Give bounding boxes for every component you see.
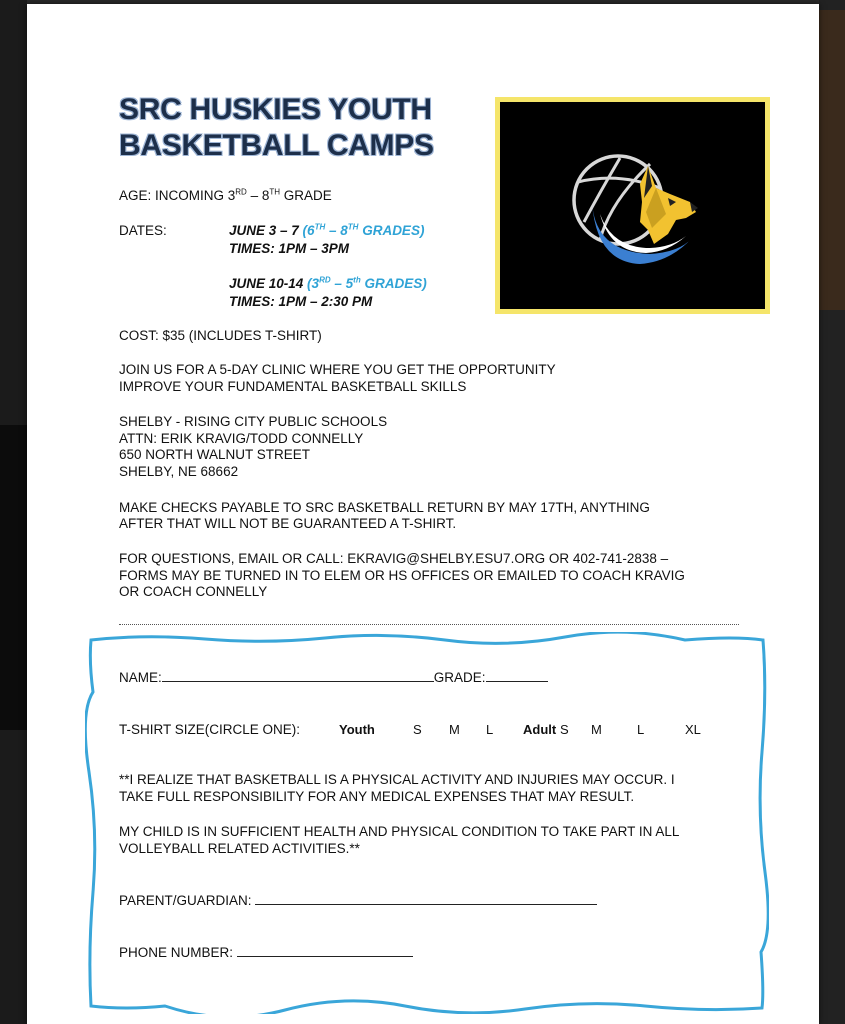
phone-label: PHONE NUMBER: (119, 945, 234, 960)
waiver-2-line-1: MY CHILD IS IN SUFFICIENT HEALTH AND PHYSICAL CONDITION TO TAKE PART IN ALL (119, 824, 680, 839)
address-line-4: SHELBY, NE 68662 (119, 464, 239, 479)
cost-text: COST: $35 (INCLUDES T-SHIRT) (119, 328, 322, 343)
join-line-2: IMPROVE YOUR FUNDAMENTAL BASKETBALL SKILLS (119, 379, 467, 394)
adult-size-l[interactable]: L (637, 722, 645, 737)
waiver-1-line-2: TAKE FULL RESPONSIBILITY FOR ANY MEDICAL EXPENSES THAT MAY RESULT. (119, 789, 635, 804)
questions-line-3: OR COACH CONNELLY (119, 584, 268, 599)
dates-label: DATES: (119, 223, 167, 238)
age-line: AGE: INCOMING 3RD – 8TH GRADE (119, 187, 332, 203)
phone-field[interactable] (237, 944, 413, 957)
checks-line-1: MAKE CHECKS PAYABLE TO SRC BASKETBALL RETURN BY MAY 17TH, ANYTHING (119, 500, 650, 515)
page-title (119, 92, 434, 164)
session-2-dates: JUNE 10-14 (3RD – 5th GRADES) (229, 275, 427, 291)
title-line-2: BASKETBALL CAMPS (119, 129, 434, 162)
session-1-times: TIMES: 1PM – 3PM (229, 241, 350, 256)
adult-size-xl[interactable]: XL (685, 722, 701, 737)
waiver-2-line-2: VOLLEYBALL RELATED ACTIVITIES.** (119, 841, 360, 856)
tshirt-label: T-SHIRT SIZE(CIRCLE ONE): (119, 722, 301, 737)
waiver-1-line-1: **I REALIZE THAT BASKETBALL IS A PHYSICAL ACTIVITY AND INJURIES MAY OCCUR. I (119, 772, 675, 787)
session-1-dates: JUNE 3 – 7 (6TH – 8TH GRADES) (229, 222, 425, 238)
logo-box (495, 97, 770, 314)
document-page (27, 4, 819, 1024)
name-label: NAME: (119, 670, 162, 685)
husky-basketball-logo-icon (500, 102, 765, 309)
grade-field[interactable] (486, 669, 548, 682)
background-left-panel (0, 425, 27, 730)
join-line-1: JOIN US FOR A 5-DAY CLINIC WHERE YOU GET THE OPPORTUNITY (119, 362, 556, 377)
parent-field[interactable] (255, 892, 597, 905)
youth-size-m[interactable]: M (449, 722, 460, 737)
checks-line-2: AFTER THAT WILL NOT BE GUARANTEED A T-SHIRT. (119, 516, 457, 531)
adult-size-s[interactable]: S (560, 722, 569, 737)
questions-line-2: FORMS MAY BE TURNED IN TO ELEM OR HS OFFICES OR EMAILED TO COACH KRAVIG (119, 568, 685, 583)
address-line-2: ATTN: ERIK KRAVIG/TODD CONNELLY (119, 431, 364, 446)
address-line-3: 650 NORTH WALNUT STREET (119, 447, 311, 462)
adult-size-m[interactable]: M (591, 722, 602, 737)
parent-label: PARENT/GUARDIAN: (119, 893, 252, 908)
tear-line (119, 624, 739, 625)
youth-label: Youth (339, 722, 375, 737)
phone-row (119, 944, 413, 961)
address-line-1: SHELBY - RISING CITY PUBLIC SCHOOLS (119, 414, 388, 429)
parent-row (119, 892, 597, 909)
adult-label: Adult (523, 722, 557, 737)
session-2-times: TIMES: 1PM – 2:30 PM (229, 294, 373, 309)
youth-size-s[interactable]: S (413, 722, 422, 737)
questions-line-1: FOR QUESTIONS, EMAIL OR CALL: EKRAVIG@SHELBY.ESU7.ORG OR 402-741-2838 – (119, 551, 669, 566)
title-line-1: SRC HUSKIES YOUTH (119, 93, 432, 126)
grade-label: GRADE: (433, 670, 486, 685)
youth-size-l[interactable]: L (486, 722, 494, 737)
background-right-panel (819, 10, 845, 310)
name-row (119, 669, 548, 686)
name-field[interactable] (162, 669, 434, 682)
